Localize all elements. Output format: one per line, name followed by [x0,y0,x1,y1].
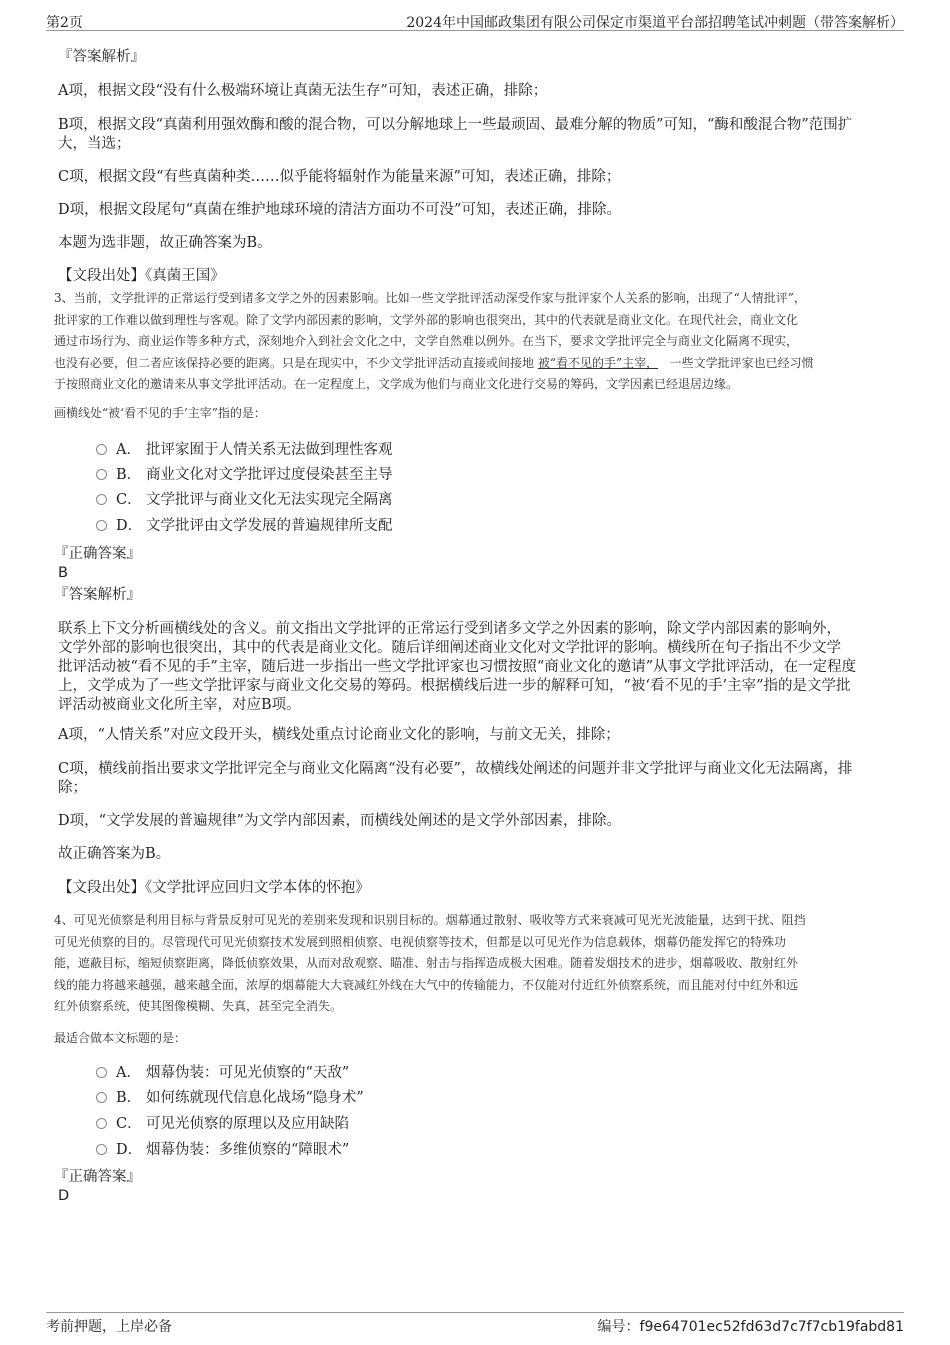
q3-passage [54,288,896,396]
q3-option-c[interactable] [96,490,393,510]
radio-icon[interactable] [96,1092,107,1103]
option-key: A． [116,1065,141,1081]
option-text: 文学批评与商业文化无法实现完全隔离 [146,492,393,508]
q3-passage-fragment: 一些文学批评家也已经习惯 [669,355,814,370]
q3-passage-line: 于按照商业文化的邀请来从事文学批评活动。在一定程度上，文学成为他们与商业文化进行交易的筹码，文学因素已经退居边缘。 [54,377,739,391]
q3-analysis-c-line1: C项，横线前指出要求文学批评完全与商业文化隔离“没有必要”，故横线处阐述的问题并非文学批评与商业文化无法隔离，排 [58,761,853,777]
page-footer [46,1312,904,1337]
q3-analysis-c-line2: 除； [58,780,87,796]
q3-passage-fragment: 也没有必要，但二者应该保持必要的距离。只是在现实中，不少文学批评活动直接或间接地 [54,355,538,370]
footer-slogan: 考前押题，上岸必备 [46,1319,172,1335]
option-text: 批评家囿于人情关系无法做到理性客观 [146,442,393,458]
q2-source: 【文段出处】《真菌王国》 [58,268,225,284]
document-title: 2024年中国邮政集团有限公司保定市渠道平台部招聘笔试冲刺题（带答案解析） [406,15,904,31]
q3-analysis-d: D项，“文学发展的普遍规律”为文学内部因素，而横线处阐述的是文学外部因素，排除。 [58,813,621,829]
option-text: 文学批评由文学发展的普遍规律所支配 [146,518,393,534]
q4-passage-line: 红外侦察系统，使其图像模糊、失真，甚至完全消失。 [54,999,343,1013]
page-header [46,10,904,31]
q4-option-d[interactable] [96,1140,349,1160]
option-key: C． [116,1116,142,1132]
q4-answer: D [58,1188,70,1204]
q3-analysis-line: 批评活动被“看不见的手”主宰，随后进一步指出一些文学批评家也习惯按照“商业文化的邀请”从事文学批评活动，在一定程度 [58,659,857,675]
radio-icon[interactable] [96,1067,107,1078]
q4-option-b[interactable] [96,1088,364,1108]
option-text: 可见光侦察的原理以及应用缺陷 [146,1116,349,1132]
radio-icon[interactable] [96,469,107,480]
q3-conclusion: 故正确答案为B。 [58,846,171,862]
option-key: B． [116,467,142,483]
q2-conclusion: 本题为选非题，故正确答案为B。 [58,235,272,251]
document-id: 编号：f9e64701ec52fd63d7c7f7cb19fabd81 [597,1319,904,1335]
page-number: 第2页 [46,15,83,31]
q3-analysis-label: 『答案解析』 [54,587,141,603]
q4-answer-label: 『正确答案』 [54,1169,141,1185]
option-key: A． [116,442,141,458]
q3-answer: B [58,565,68,581]
q2-analysis-label: 『答案解析』 [58,49,145,65]
radio-icon[interactable] [96,1144,107,1155]
option-text: 烟幕伪装：多维侦察的“障眼术” [146,1142,350,1158]
q3-analysis-line: 联系上下文分析画横线处的含义。前文指出文学批评的正常运行受到诸多文学之外因素的影响，除文学内部因素的影响外， [58,621,841,637]
q4-passage [54,910,896,1018]
option-text: 烟幕伪装：可见光侦察的“天敌” [146,1065,350,1081]
q3-answer-label: 『正确答案』 [54,546,141,562]
option-text: 商业文化对文学批评过度侵染甚至主导 [146,467,393,483]
q3-analysis-line: 评活动被商业文化所主宰，对应B项。 [58,697,301,713]
radio-icon[interactable] [96,520,107,531]
q3-passage-line: 3、当前，文学批评的正常运行受到诸多文学之外的因素影响。比如一些文学批评活动深受作家与批评家个人关系的影响，出现了“人情批评”， [54,291,806,305]
q4-passage-line: 能，遮蔽目标，缩短侦察距离，降低侦察效果，从而对敌观察、瞄准、射击与指挥造成极大困难。随着发烟技术的进步，烟幕吸收、散射红外 [54,956,799,970]
q4-passage-line: 4、可见光侦察是利用目标与背景反射可见光的差别来发现和识别目标的。烟幕通过散射、吸收等方式来衰减可见光光波能量，达到干扰、阻挡 [54,913,806,927]
q3-source: 【文段出处】《文学批评应回归文学本体的怀抱》 [58,880,370,896]
q2-analysis-b-line1: B项，根据文段“真菌利用强效酶和酸的混合物，可以分解地球上一些最顽固、最难分解的物质”可知，“酶和酸混合物”范围扩 [58,117,853,133]
q3-option-d[interactable] [96,516,393,536]
q3-underlined-phrase: 被“看不见的手”主宰， [537,355,659,370]
option-key: B． [116,1090,142,1106]
q4-option-a[interactable] [96,1063,349,1083]
option-text: 如何练就现代信息化战场“隐身术” [146,1090,364,1106]
q4-question: 最适合做本文标题的是： [54,1031,187,1045]
q3-analysis [58,620,856,715]
radio-icon[interactable] [96,444,107,455]
option-key: D． [116,518,143,534]
q2-analysis-c: C项，根据文段“有些真菌种类……似乎能将辐射作为能量来源”可知，表述正确，排除； [58,169,621,185]
q2-analysis-a: A项，根据文段“没有什么极端环境让真菌无法生存”可知，表述正确，排除； [58,83,548,99]
option-key: C． [116,492,142,508]
q3-option-a[interactable] [96,440,393,460]
radio-icon[interactable] [96,1118,107,1129]
q4-passage-line: 可见光侦察的目的。尽管现代可见光侦察技术发展到照相侦察、电视侦察等技术，但都是以可见光作为信息载体，烟幕仍能发挥它的特殊功 [54,934,787,949]
q3-option-b[interactable] [96,465,393,485]
q4-option-c[interactable] [96,1114,349,1134]
q4-passage-line: 线的能力将越来越强，越来越全面，浓厚的烟幕能大大衰减红外线在大气中的传输能力，不仅能对付近红外侦察系统，而且能对付中红外和远 [54,977,799,992]
q3-analysis-a: A项，“人情关系”对应文段开头，横线处重点讨论商业文化的影响，与前文无关，排除； [58,727,620,743]
q2-analysis-b-line2: 大，当选； [58,136,131,152]
q3-passage-line: 批评家的工作难以做到理性与客观。除了文学内部因素的影响，文学外部的影响也很突出，其中的代表就是商业文化。在现代社会，商业文化 [54,312,799,327]
option-key: D． [116,1142,143,1158]
q3-analysis-line: 上，文学成为了一些文学批评家与商业文化交易的筹码。根据横线后进一步的解释可知，“被‘看不见的手’主宰”指的是文学批 [58,678,851,694]
q3-question: 画横线处“被‘看不见的手’主宰”指的是： [54,406,266,420]
q3-analysis-line: 文学外部的影响也很突出，其中的代表是商业文化。随后详细阐述商业文化对文学批评的影响。横线所在句子指出不少文学 [58,640,841,656]
q2-analysis-d: D项，根据文段尾句“真菌在维护地球环境的清洁方面功不可没”可知，表述正确，排除。 [58,202,621,218]
q3-passage-line [54,353,896,375]
q3-passage-line: 通过市场行为、商业运作等多种方式，深刻地介入到社会文化之中，文学自然难以例外。在当下，要求文学批评完全与商业文化隔离不现实， [54,334,799,348]
radio-icon[interactable] [96,494,107,505]
